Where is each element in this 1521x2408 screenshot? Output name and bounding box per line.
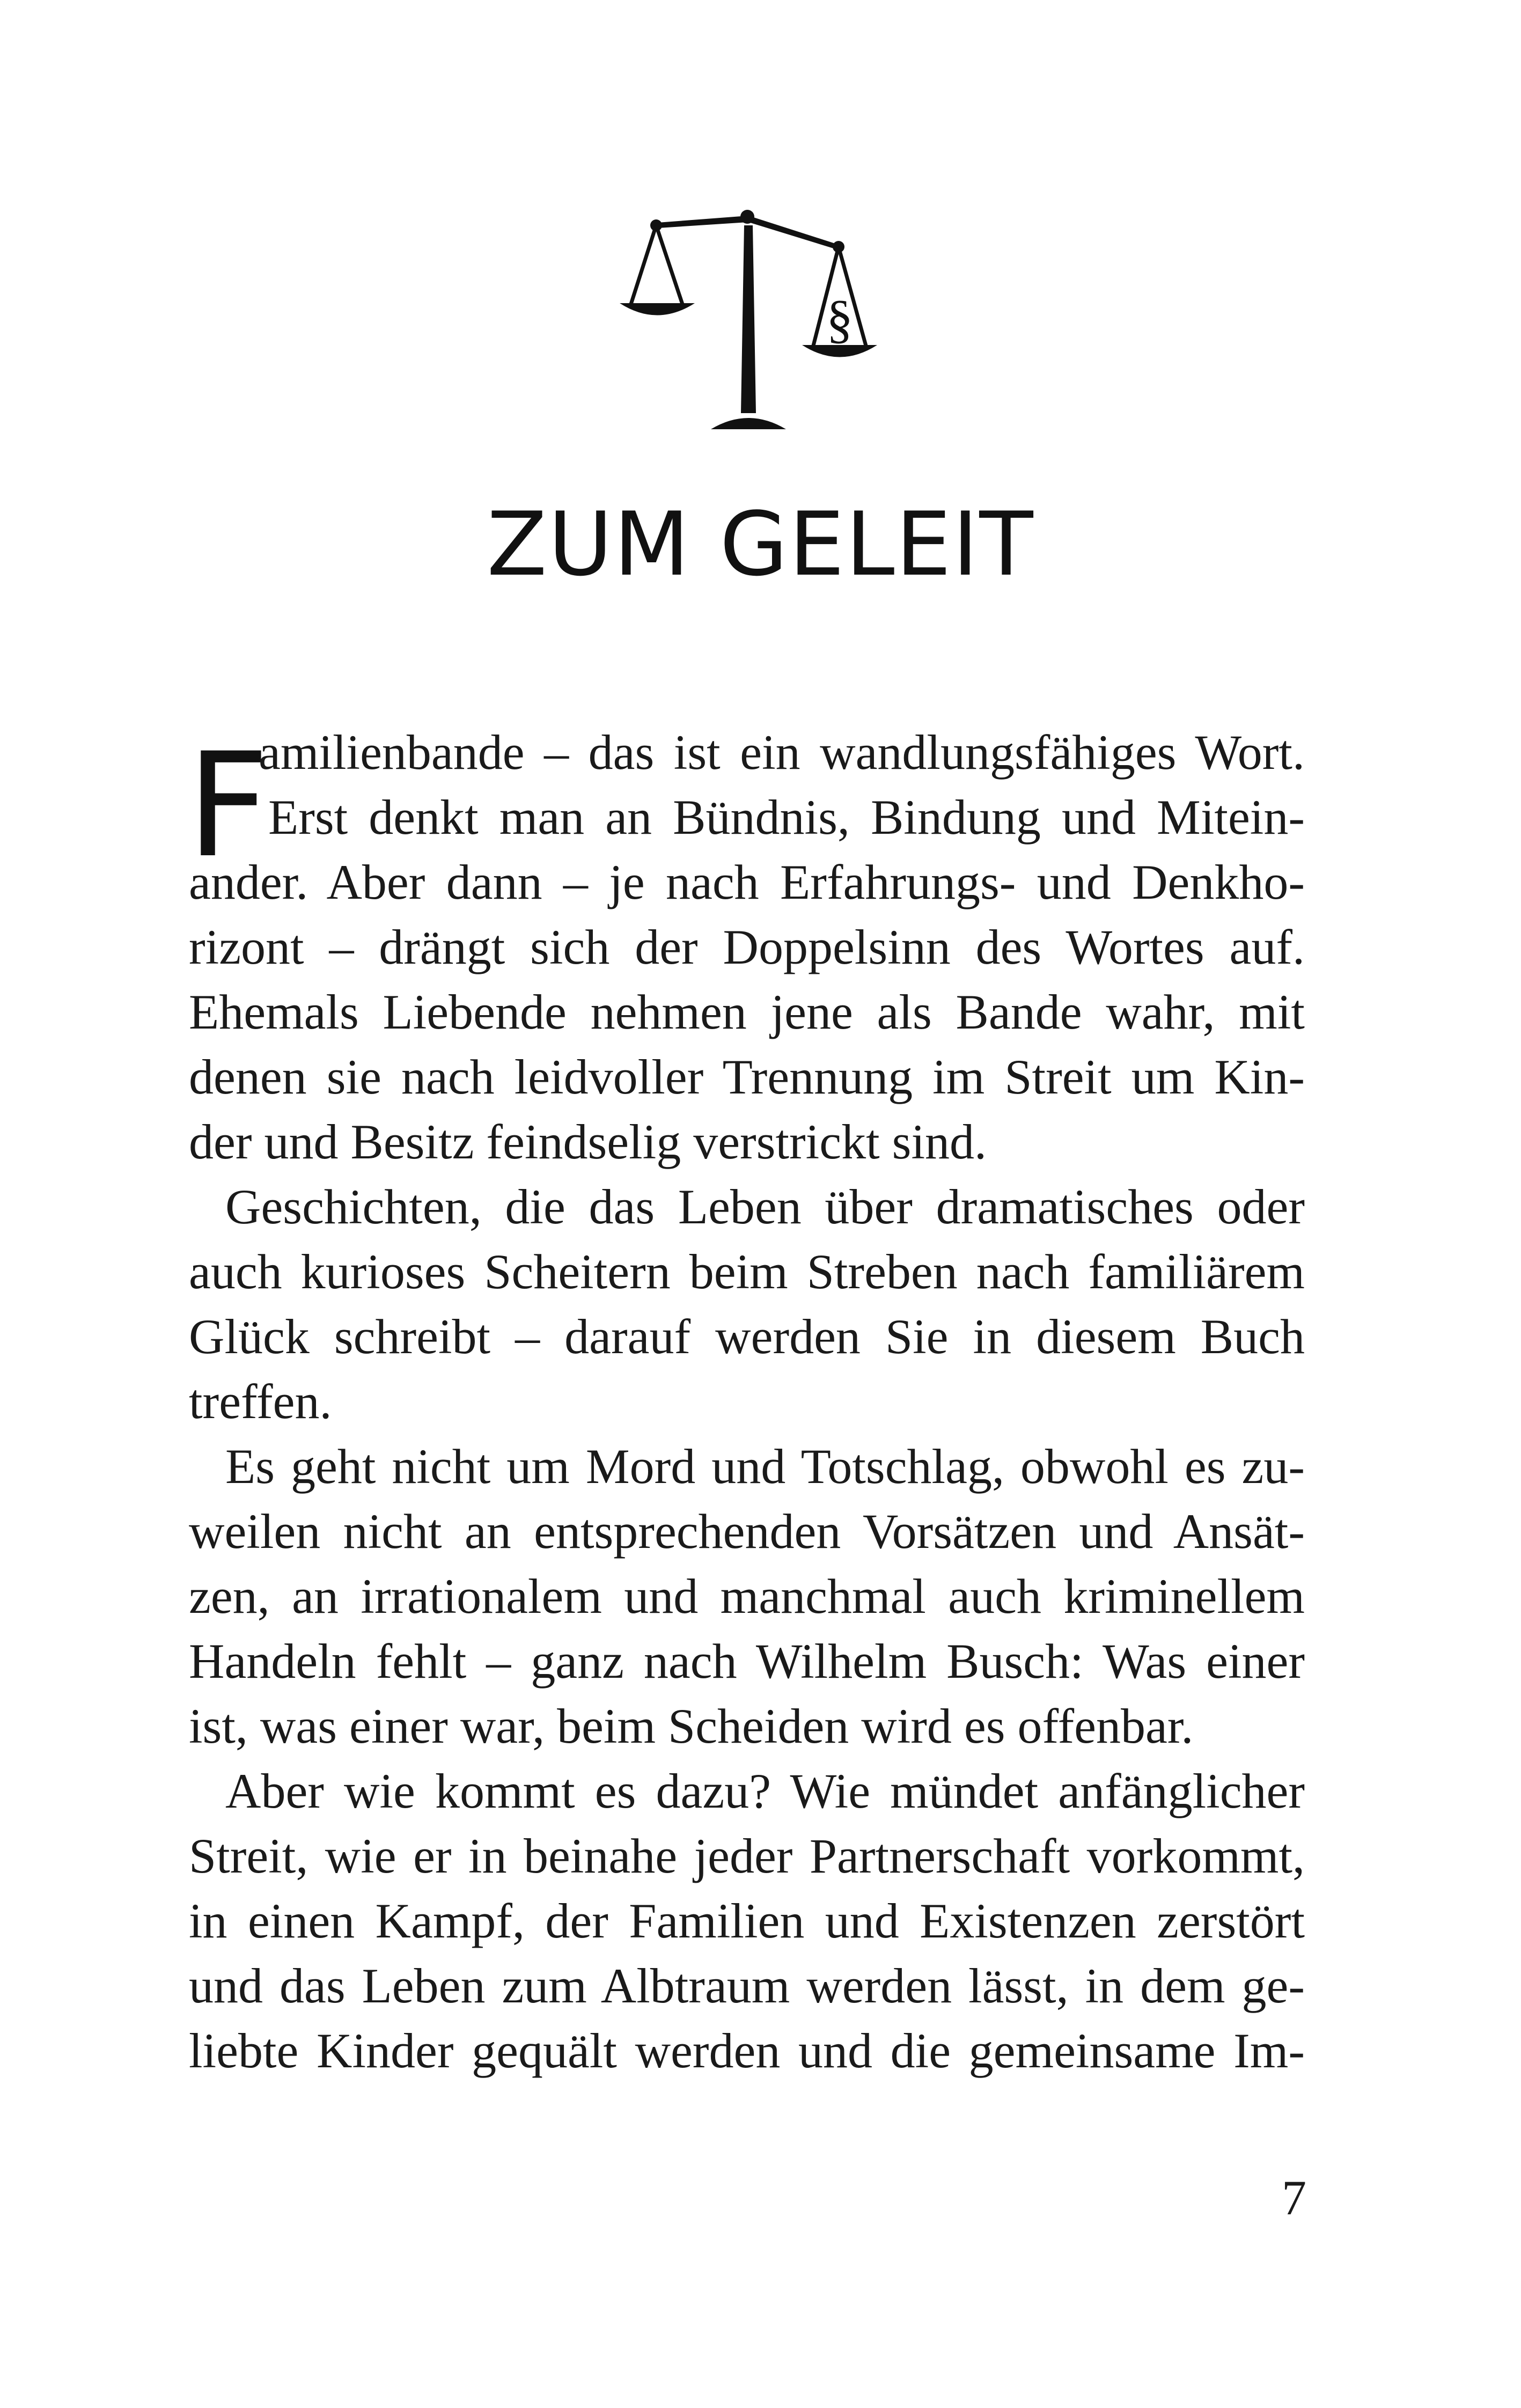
text-line: ist, was einer war, beim Scheiden wird es offenbar. [189, 1699, 1194, 1753]
text-line: weilen nicht an entsprechenden Vorsätzen und Ansät- [189, 1504, 1305, 1559]
text-line: Aber wie kommt es dazu? Wie mündet anfänglicher [225, 1764, 1305, 1818]
text-line: denen sie nach leidvoller Trennung im Streit um Kin- [189, 1049, 1305, 1104]
text-line: rizont – drängt sich der Doppelsinn des Wortes auf. [189, 920, 1305, 974]
scales-of-justice-icon [620, 204, 899, 440]
text-line: zen, an irrationalem und manchmal auch kriminellem [189, 1569, 1305, 1624]
body-text [189, 720, 1305, 2083]
paragraph-symbol: § [826, 289, 853, 349]
text-line: auch kurioses Scheitern beim Streben nach familiärem [189, 1244, 1305, 1299]
text-line: Es geht nicht um Mord und Totschlag, obwohl es zu- [225, 1439, 1305, 1494]
drop-cap: F [187, 722, 270, 890]
text-line: ander. Aber dann – je nach Erfahrungs- und Denkho- [189, 855, 1305, 909]
text-line: Glück schreibt – darauf werden Sie in diesem Buch [189, 1309, 1305, 1364]
text-line: Ehemals Liebende nehmen jene als Bande wahr, mit [189, 985, 1305, 1039]
text-line: amilienbande – das ist ein wandlungsfähiges Wort. [259, 725, 1305, 780]
chapter-title: ZUM GELEIT [487, 493, 1034, 596]
text-line: liebte Kinder gequält werden und die gemeinsame Im- [189, 2023, 1305, 2078]
text-line: der und Besitz feindselig verstrickt sind. [189, 1114, 987, 1169]
text-line: in einen Kampf, der Familien und Existenzen zerstört [189, 1893, 1305, 1948]
text-line: Geschichten, die das Leben über dramatisches oder [225, 1179, 1305, 1234]
text-line: Erst denkt man an Bündnis, Bindung und Mitein- [268, 790, 1305, 845]
text-line: Handeln fehlt – ganz nach Wilhelm Busch: Was einer [189, 1634, 1305, 1688]
text-line: und das Leben zum Albtraum werden lässt, in dem ge- [189, 1958, 1305, 2013]
text-line: treffen. [189, 1374, 332, 1429]
page-number: 7 [1282, 2170, 1306, 2225]
text-line: Streit, wie er in beinahe jeder Partnerschaft vorkommt, [189, 1829, 1305, 1883]
